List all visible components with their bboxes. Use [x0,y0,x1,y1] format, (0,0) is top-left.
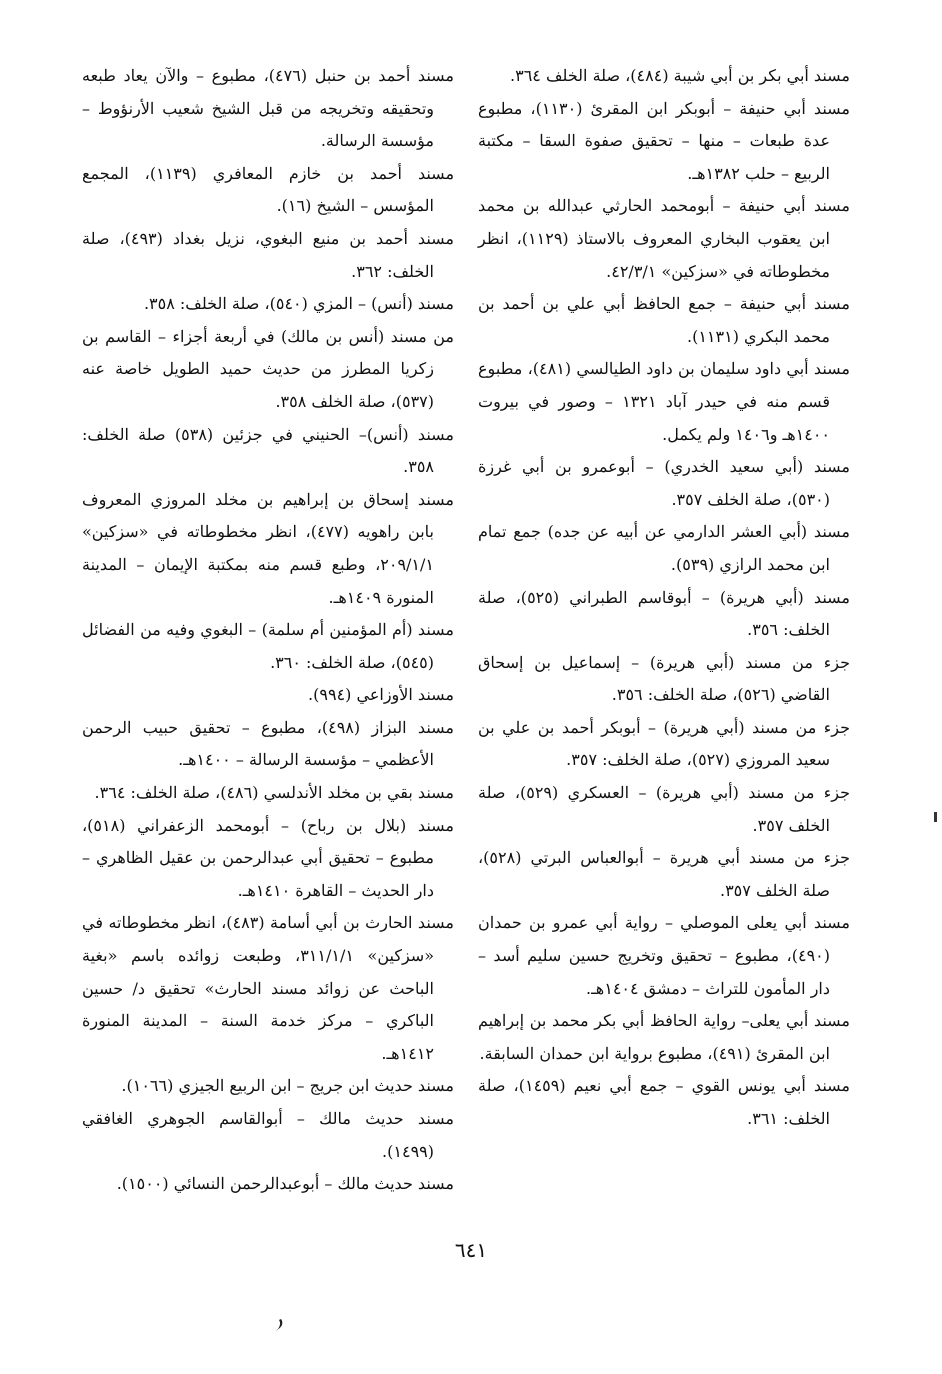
index-entry: مسند أبي داود سليمان بن داود الطيالسي (٤٨١)، مطبوع قسم منه في حيدر آباد ١٣٢١ – وصور في بيروت ١٤٠٠هـ و١٤٠٦ ولم يكمل. [478,359,850,444]
index-entry: مسند (أبي هريرة) – أبوقاسم الطبراني (٥٢٥)، صلة الخلف: ٣٥٦. [478,587,851,640]
index-entry: مسند أحمد بن منيع البغوي، نزيل بغداد (٤٩٣)، صلة الخلف: ٣٦٢. [82,228,455,281]
index-entry: مسند أحمد بن حنبل (٤٧٦)، مطبوع – والآن يعاد طبعه وتحقيقه وتخريجه من قبل الشيخ شعيب الأرنؤوط – مؤسسة الرسالة. [82,66,455,151]
index-entry: مسند أبي يعلى– رواية الحافظ أبي بكر محمد بن إبراهيم ابن المقرئ (٤٩١)، مطبوع برواية ابن حمدان السابقة. [478,1011,850,1063]
scan-mark [270,1316,288,1334]
page-number: ٦٤١ [454,1238,488,1262]
index-entry: مسند حديث مالك – أبوعبدالرحمن النسائي (١٥٠٠). [116,1174,454,1194]
index-entry: مسند أبي بكر بن أبي شيبة (٤٨٤)، صلة الخلف ٣٦٤. [510,66,850,85]
left-column [82,60,454,1201]
index-entry: مسند (أنس)– الحنيني في جزئين (٥٣٨) صلة الخلف: ٣٥٨. [82,424,454,477]
index-entry: جزء من مسند أبي هريرة – أبوالعباس البرتي (٥٢٨)، صلة الخلف ٣٥٧. [478,848,850,900]
index-entry: مسند (بلال بن رباح) – أبومحمد الزعفراني (٥١٨)، مطبوع – تحقيق أبي عبدالرحمن بن عقيل الظاهري – دار الحديث – القاهرة ١٤١٠هـ. [82,815,454,900]
index-entry: جزء من مسند (أبي هريرة) – إسماعيل بن إسحاق القاضي (٥٢٦)، صلة الخلف: ٣٥٦. [478,652,850,705]
index-entry: مسند أبي يعلى الموصلي – رواية أبي عمرو بن حمدان (٤٩٠)، مطبوع – تحقيق وتخريج حسين سليم أسد – دار المأمون للتراث – دمشق ١٤٠٤هـ. [478,913,850,998]
index-entry: مسند إسحاق بن إبراهيم بن مخلد المروزي المعروف بابن راهويه (٤٧٧)، انظر مخطوطاته في «سزكين» ٢٠٩/١/١، وطبع قسم منه بمكتبة الإيمان – المدينة المنورة ١٤٠٩هـ. [82,489,454,607]
index-entry: مسند بقي بن مخلد الأندلسي (٤٨٦)، صلة الخلف: ٣٦٤. [94,783,454,803]
index-entry: مسند (أبي سعيد الخدري) – أبوعمرو بن أبي غرزة (٥٣٠)، صلة الخلف ٣٥٧. [478,457,850,509]
index-entry: جزء من مسند (أبي هريرة) – العسكري (٥٢٩)، صلة الخلف ٣٥٧. [478,783,850,835]
index-entry: مسند (أبي العشر الدارمي عن أبيه عن جده) جمع تمام ابن محمد الرازي (٥٣٩). [478,522,850,574]
index-entry: مسند أحمد بن خازم المعافري (١١٣٩)، المجمع المؤسس – الشيخ (١٦). [82,163,455,216]
index-entry: مسند الأوزاعي (٩٩٤). [308,685,454,705]
right-column [478,60,850,1136]
index-entry: جزء من مسند (أبي هريرة) – أبوبكر أحمد بن علي بن سعيد المروزي (٥٢٧)، صلة الخلف: ٣٥٧. [478,717,850,770]
index-entry: مسند الحارث بن أبي أسامة (٤٨٣)، انظر مخطوطاته في «سزكين» ٣١١/١/١، وطبعت زوائده باسم «بغية الباحث عن زوائد مسند الحارث» تحقيق د/ حسين الباكري – مركز خدمة السنة – المدينة المنورة ١٤١٢هـ. [82,913,455,1063]
index-entry: مسند البزاز (٤٩٨)، مطبوع – تحقيق حبيب الرحمن الأعظمي – مؤسسة الرسالة – ١٤٠٠هـ. [82,717,454,770]
index-entry: مسند أبي حنيفة – جمع الحافظ أبي علي بن أحمد بن محمد البكري (١١٣١). [478,294,850,346]
index-entry: مسند أبي حنيفة – أبوبكر ابن المقرئ (١١٣٠)، مطبوع عدة طبعات – منها – تحقيق صفوة السقا – مكتبة الربيع – حلب ١٣٨٢هـ. [478,98,851,183]
scan-edge-mark [934,812,937,822]
index-entry: مسند أبي حنيفة – أبومحمد الحارثي عبدالله بن محمد ابن يعقوب البخاري المعروف بالاستاذ (١١٢٩)، انظر مخطوطاته في «سزكين» ٤٢/٣/١. [478,196,850,281]
index-entry: من مسند (أنس بن مالك) في أربعة أجزاء – القاسم بن زكريا المطرز من حديث حميد الطويل خاصة عنه (٥٣٧)، صلة الخلف ٣٥٨. [82,326,454,411]
index-entry: مسند (أنس) – المزي (٥٤٠)، صلة الخلف: ٣٥٨. [143,294,454,314]
index-entry: مسند حديث مالك – أبوالقاسم الجوهري الغافقي (١٤٩٩). [82,1109,454,1161]
index-entry: مسند أبي يونس القوي – جمع أبي نعيم (١٤٥٩)، صلة الخلف: ٣٦١. [478,1076,851,1128]
index-entry: مسند (أم المؤمنين أم سلمة) – البغوي وفيه من الفضائل (٥٤٥)، صلة الخلف: ٣٦٠. [82,620,454,672]
index-entry: مسند حديث ابن جريج – ابن الربيع الجيزي (١٠٦٦). [121,1076,454,1096]
